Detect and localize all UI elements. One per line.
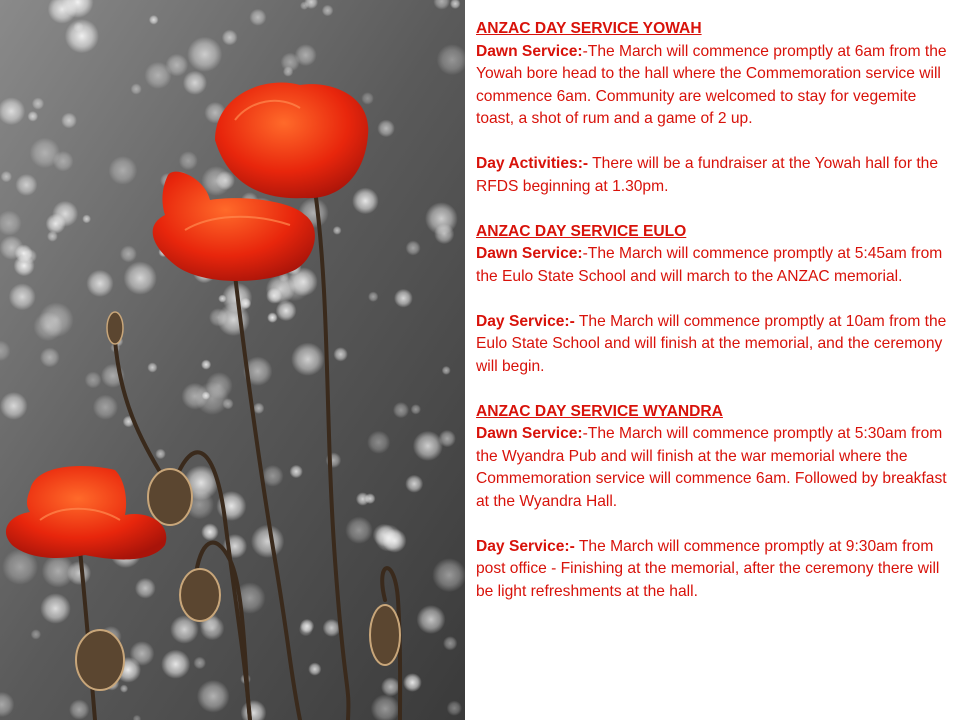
bokeh-sparkle	[222, 30, 238, 46]
paragraph	[476, 243, 956, 288]
poppy-bud-2	[180, 569, 220, 621]
bokeh-sparkle	[345, 517, 372, 544]
bokeh-sparkle	[375, 524, 402, 551]
bokeh-sparkle	[187, 37, 222, 72]
bokeh-sparkle	[276, 300, 297, 321]
bokeh-sparkle	[15, 174, 37, 196]
item-label: Day Service:-	[476, 312, 575, 330]
bokeh-sparkle	[393, 402, 409, 418]
poppy-bud-1	[148, 469, 192, 525]
bokeh-sparkle	[206, 372, 233, 399]
poppy-illustration	[0, 0, 465, 720]
bokeh-sparkle	[40, 593, 71, 624]
bokeh-sparkle	[413, 431, 443, 461]
bokeh-sparkle	[209, 308, 228, 327]
bokeh-sparkle	[201, 523, 218, 540]
bokeh-sparkle	[149, 15, 159, 25]
section-heading: ANZAC DAY SERVICE EULO	[476, 222, 687, 240]
poppy-bud-3	[370, 605, 400, 665]
poppy-photo	[0, 0, 465, 720]
anzac-services-text	[476, 18, 956, 603]
bokeh-sparkle	[333, 226, 342, 235]
section-yowah	[476, 18, 956, 198]
bokeh-sparkle	[291, 343, 324, 376]
item-label: Dawn Service:	[476, 425, 583, 442]
bokeh-sparkle	[443, 636, 457, 650]
section-eulo	[476, 221, 956, 379]
item-label: Day Activities:-	[476, 155, 589, 172]
spacer	[476, 198, 956, 221]
bokeh-sparkle	[108, 156, 137, 185]
bokeh-sparkle	[82, 215, 91, 224]
bokeh-sparkle	[417, 605, 446, 634]
item-text: There will be a fundraiser at the Yowah hall for the RFDS beginning at 1.30pm.	[476, 155, 939, 195]
item-text: The March will commence promptly at 9:30am from post office - Finishing at the memorial, after the ceremony there will be light refreshments at the hall.	[476, 537, 940, 600]
bokeh-sparkle	[69, 699, 89, 719]
bokeh-sparkle	[403, 673, 422, 692]
bokeh-sparkle	[197, 680, 230, 713]
bokeh-sparkle	[290, 465, 303, 478]
spacer	[476, 288, 956, 311]
bokeh-sparkle	[31, 629, 41, 639]
bokeh-sparkle	[251, 525, 284, 558]
bokeh-sparkle	[406, 241, 421, 256]
bokeh-sparkle	[135, 578, 156, 599]
bokeh-sparkle	[33, 312, 62, 341]
bokeh-sparkle	[161, 650, 190, 679]
paragraph	[476, 41, 956, 131]
bokeh-sparkle	[30, 138, 60, 168]
bokeh-sparkle	[367, 431, 390, 454]
bokeh-sparkle	[40, 348, 60, 368]
bokeh-sparkle	[405, 475, 423, 493]
bokeh-sparkle	[442, 366, 451, 375]
bokeh-sparkle	[323, 619, 341, 637]
bokeh-sparkle	[86, 270, 113, 297]
item-label: Dawn Service:	[476, 42, 583, 60]
bokeh-sparkle	[283, 66, 293, 76]
bokeh-sparkle	[249, 9, 266, 26]
poppy-bud-5	[76, 630, 124, 690]
section-heading: ANZAC DAY SERVICE YOWAH	[476, 20, 702, 37]
bokeh-sparkle	[9, 283, 36, 310]
bokeh-sparkle	[0, 392, 28, 420]
bokeh-sparkle	[0, 236, 24, 260]
bokeh-sparkle	[308, 663, 321, 676]
bokeh-sparkle	[155, 449, 166, 460]
section-heading: ANZAC DAY SERVICE WYANDRA	[476, 402, 723, 420]
bokeh-sparkle	[73, 22, 83, 32]
bokeh-sparkle	[439, 430, 456, 447]
bokeh-sparkle	[352, 188, 379, 215]
item-text: The March will commence promptly at 10am from the Eulo State School and will finish at the memorial, and the ceremony will begin.	[476, 312, 947, 375]
spacer	[476, 378, 956, 401]
bokeh-sparkle	[368, 292, 378, 302]
paragraph	[476, 153, 956, 198]
bokeh-sparkle	[201, 360, 211, 370]
bokeh-sparkle	[93, 395, 118, 420]
spacer	[476, 513, 956, 536]
spacer	[476, 131, 956, 154]
bokeh-sparkle	[32, 98, 44, 110]
bokeh-sparkle	[193, 657, 206, 670]
bokeh-sparkle	[253, 403, 264, 414]
section-wyandra	[476, 401, 956, 604]
bokeh-sparkle	[67, 561, 91, 585]
paragraph	[476, 423, 956, 513]
bokeh-sparkle	[179, 151, 198, 170]
bokeh-sparkle	[120, 245, 137, 262]
bokeh-sparkle	[394, 289, 413, 308]
bokeh-sparkle	[85, 372, 102, 389]
paragraph	[476, 311, 956, 379]
item-label: Day Service:-	[476, 537, 575, 555]
bokeh-sparkle	[131, 83, 142, 94]
bokeh-sparkle	[322, 5, 334, 17]
item-text: -The March will commence promptly at 5:45am from the Eulo State School and will march to the ANZAC memorial.	[476, 245, 943, 285]
poppy-bud-4	[107, 312, 123, 344]
bokeh-sparkle	[447, 701, 462, 716]
item-text: -The March will commence promptly at 5:30am from the Wyandra Pub and will finish at the war memorial where the Commemoration service will commence 6am. Followed by breakfast at the Wyandra Hall.	[476, 425, 947, 510]
bokeh-sparkle	[147, 362, 157, 372]
bokeh-sparkle	[1, 171, 12, 182]
bokeh-sparkle	[61, 113, 77, 129]
bokeh-sparkle	[183, 71, 207, 95]
bokeh-sparkle	[124, 261, 157, 294]
item-label: Dawn Service:	[476, 245, 583, 262]
bokeh-sparkle	[425, 202, 458, 235]
bokeh-sparkle	[145, 62, 172, 89]
bokeh-sparkle	[299, 622, 313, 636]
bokeh-sparkle	[267, 312, 278, 323]
bokeh-sparkle	[381, 677, 400, 696]
item-text: -The March will commence promptly at 6am from the Yowah bore head to the hall where the Commemoration service will commence 6am. Community are welcomed to stay for vegemite toast, a shot of rum and a game of 2 up.	[476, 42, 947, 127]
bokeh-sparkle	[262, 465, 284, 487]
bokeh-sparkle	[411, 404, 421, 414]
bokeh-sparkle	[28, 111, 39, 122]
bokeh-sparkle	[432, 558, 465, 592]
paragraph	[476, 536, 956, 604]
bokeh-sparkle	[333, 347, 347, 361]
bokeh-sparkle	[361, 92, 374, 105]
bokeh-sparkle	[120, 685, 128, 693]
bokeh-sparkle	[365, 493, 376, 504]
bokeh-sparkle	[52, 201, 78, 227]
bokeh-sparkle	[377, 120, 395, 138]
